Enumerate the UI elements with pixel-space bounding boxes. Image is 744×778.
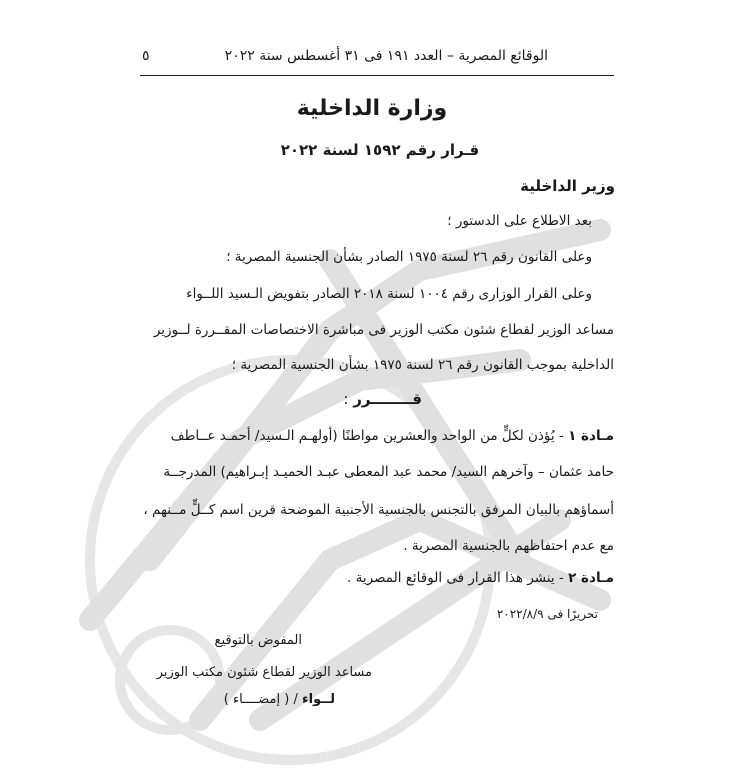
article-2-label: مـادة ٢ xyxy=(568,570,614,586)
article-2-text: - ينشر هذا القرار فى الوقائع المصرية . xyxy=(347,570,569,586)
article-1-line: مع عدم احتفاظهم بالجنسية المصرية . xyxy=(403,538,614,554)
article-2-line xyxy=(347,570,614,586)
signature-sign: / ( إمضــــاء ) xyxy=(223,692,302,707)
article-1-line: حامد عثمان – وآخرهم السيد/ محمد عبد المعطى عبـد الحميـد إبـراهيم) المدرجــة xyxy=(163,464,614,480)
article-1-line xyxy=(171,428,614,444)
signature-rank xyxy=(224,692,335,707)
article-1-line: أسماؤهم بالبيان المرفق بالتجنس بالجنسية الأجنبية الموضحة قرين اسم كــلٍّ مــنهم ، xyxy=(143,502,614,518)
preamble-line: وعلى القانون رقم ٢٦ لسنة ١٩٧٥ الصادر بشأن الجنسية المصرية ؛ xyxy=(226,249,592,265)
signature-authorized: المفوض بالتوقيع xyxy=(214,633,302,648)
minister-label: وزير الداخلية xyxy=(520,177,615,195)
decision-colon: : xyxy=(343,390,354,408)
preamble-line: بعد الاطلاع على الدستور ؛ xyxy=(447,213,592,229)
preamble-line: مساعد الوزير لقطاع شئون مكتب الوزير فى مباشرة الاختصاصات المقــررة لــوزير xyxy=(153,322,614,338)
article-1-label: مـادة ١ xyxy=(568,428,614,444)
page-number: ٥ xyxy=(142,48,150,64)
decision-heading xyxy=(343,390,422,408)
header-divider xyxy=(140,75,614,76)
rank-label: لــواء xyxy=(301,692,335,707)
ministry-title: وزارة الداخلية xyxy=(296,96,448,121)
article-1-text: - يُؤذن لكلٍّ من الواحد والعشرين مواطنًا (أولهـم الـسيد/ أحمـد عــاطف xyxy=(170,428,569,444)
preamble-line: وعلى القرار الوزارى رقم ١٠٠٤ لسنة ٢٠١٨ الصادر بتفويض الـسيد اللــواء xyxy=(186,286,592,302)
signature-title: مساعد الوزير لقطاع شئون مكتب الوزير xyxy=(156,665,372,680)
gazette-header: الوقائع المصرية – العدد ١٩١ فى ٣١ أغسطس سنة ٢٠٢٢ xyxy=(224,48,548,64)
decree-title: قـرار رقم ١٥٩٢ لسنة ٢٠٢٢ xyxy=(280,141,480,159)
decision-label: قــــــــرر xyxy=(353,390,422,408)
issue-date: تحريرًا فى ٢٠٢٢/٨/٩ xyxy=(496,607,598,621)
preamble-line: الداخلية بموجب القانون رقم ٢٦ لسنة ١٩٧٥ بشأن الجنسية المصرية ؛ xyxy=(231,357,614,373)
